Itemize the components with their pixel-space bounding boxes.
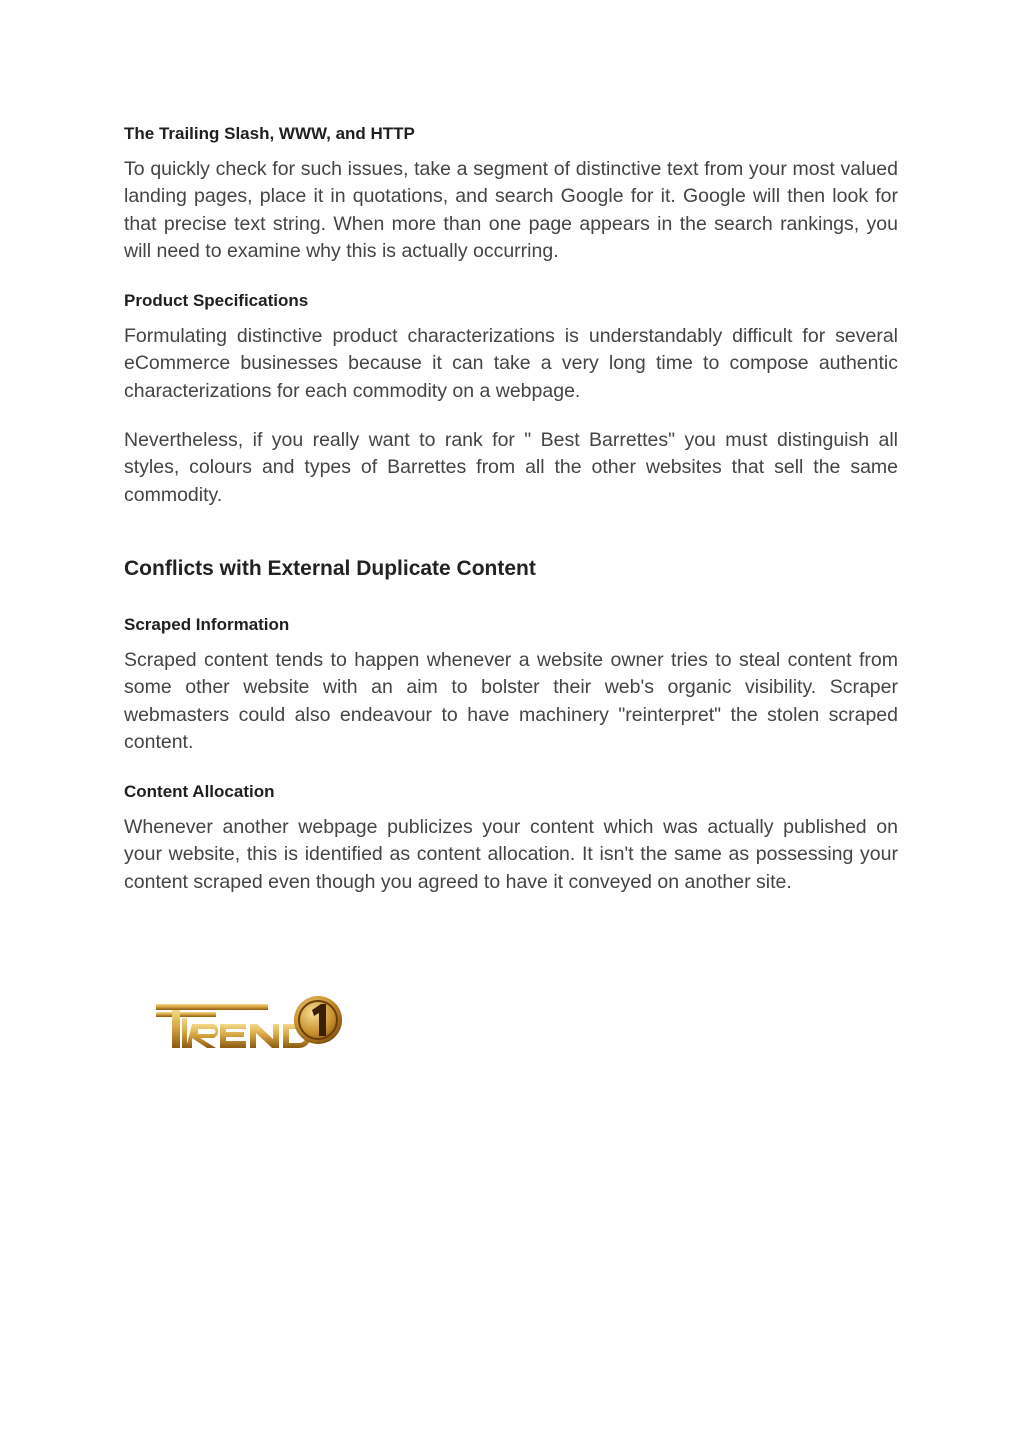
section-scraped-information xyxy=(124,611,898,756)
document-page xyxy=(124,120,898,918)
subheading-trailing-slash: The Trailing Slash, WWW, and HTTP xyxy=(124,124,415,143)
paragraph: Formulating distinctive product characterizations is understandably difficult for several eCommerce businesses because it can take a very long time to compose authentic characterizations for each commodity on a webpage. xyxy=(124,325,898,402)
section-content-allocation xyxy=(124,778,898,896)
subheading-product-specifications: Product Specifications xyxy=(124,291,309,311)
subheading-content-allocation: Content Allocation xyxy=(124,782,275,802)
paragraph: Nevertheless, if you really want to rank for " Best Barrettes" you must distinguish all styles, colours and types of Barrettes from all the other websites that sell the same commodity. xyxy=(124,429,898,506)
trend1-logo xyxy=(156,988,346,1054)
paragraph: Scraped content tends to happen whenever a website owner tries to steal content from some other website with an aim to bolster their web's organic visibility. Scraper webmasters could also endeavour to have machinery "reinterpret" the stolen scraped content. xyxy=(124,648,898,753)
paragraph: Whenever another webpage publicizes your content which was actually published on your website, this is identified as content allocation. It isn't the same as possessing your content scraped even though you agreed to have it conveyed on another site. xyxy=(124,816,898,893)
paragraph: To quickly check for such issues, take a segment of distinctive text from your most valued landing pages, place it in quotations, and search Google for it. Google will then look for that precise text string. When more than one page appears in the search rankings, you will need to examine why this is actually occurring. xyxy=(124,158,898,262)
subheading-scraped-information: Scraped Information xyxy=(124,614,290,634)
section-trailing-slash xyxy=(124,120,898,265)
trend1-logo-icon xyxy=(156,988,346,1054)
section-product-specifications xyxy=(124,287,898,509)
section-heading-external-duplicate: Conflicts with External Duplicate Content xyxy=(124,556,536,580)
